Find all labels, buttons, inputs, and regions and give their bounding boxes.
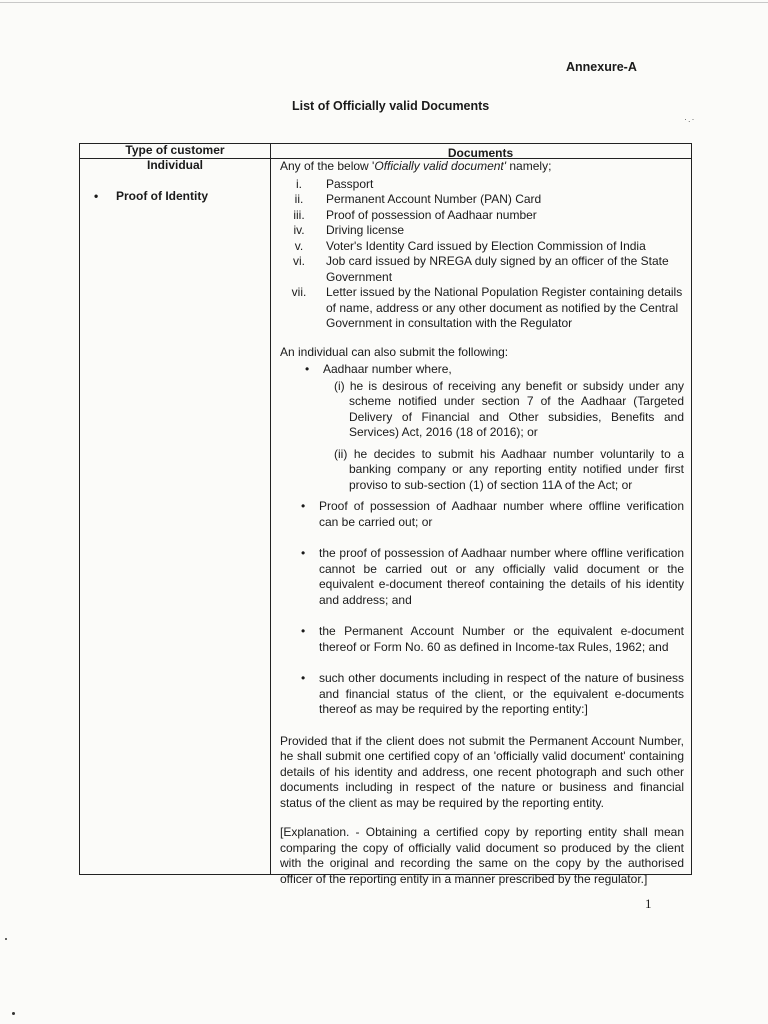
scan-mark <box>12 1012 15 1015</box>
ovd-item-text: Permanent Account Number (PAN) Card <box>326 192 542 206</box>
bullet-icon: • <box>301 546 306 560</box>
additional-document-item <box>280 546 684 608</box>
ovd-item <box>280 208 684 224</box>
bullet-icon: • <box>305 362 310 376</box>
page-title: List of Officially valid Documents <box>292 99 490 113</box>
ovd-item-number: vii. <box>291 285 307 299</box>
additional-document-item <box>280 624 684 655</box>
aadhaar-bullet-text: Aadhaar number where, <box>323 362 452 376</box>
additional-document-text: the Permanent Account Number or the equivalent e-document thereof or Form No. 60 as defined in Income-tax Rules, 1962; and <box>319 624 684 654</box>
ovd-list <box>280 177 684 332</box>
bullet-icon: • <box>94 189 99 203</box>
also-submit-intro: An individual can also submit the following: <box>280 344 509 359</box>
intro-emphasis: Officially valid document' <box>374 159 507 173</box>
ovd-item <box>280 285 684 332</box>
scan-top-edge <box>0 2 768 3</box>
ovd-item-number: i. <box>296 176 302 191</box>
ovd-item-text: Proof of possession of Aadhaar number <box>326 207 537 222</box>
ovd-item-number: iii. <box>293 207 305 222</box>
additional-documents-list <box>280 499 684 718</box>
additional-document-item <box>280 671 684 718</box>
ovd-item <box>280 192 684 208</box>
aadhaar-conditions <box>334 379 684 494</box>
column-divider <box>270 144 271 874</box>
additional-document-text: the proof of possession of Aadhaar number where offline verification cannot be carried out or any officially valid document or the equivalent e-document thereof containing the details of his identity and address; and <box>319 546 684 607</box>
ovd-intro <box>280 159 684 175</box>
additional-document-text: Proof of possession of Aadhaar number where offline verification can be carried out; or <box>319 499 684 529</box>
ovd-item-number: v. <box>294 238 304 253</box>
documents-table <box>79 143 692 886</box>
ovd-item-text: Letter issued by the National Population Register containing details of name, address or any other document as notified by the Central Government in consultation with the Regulator <box>326 285 683 330</box>
additional-document-text: such other documents including in respect of the nature of business and financial status of the client, or the equivalent e-documents thereof as may be required by the reporting entity:] <box>319 671 684 716</box>
ovd-item-text: Passport <box>326 176 374 191</box>
aadhaar-condition-2: (ii) he decides to submit his Aadhaar number voluntarily to a banking company or any reporting entity notified under first proviso to sub-section (1) of section 11A of the Act; or <box>334 446 684 492</box>
ovd-item-text: Job card issued by NREGA duly signed by an officer of the State Government <box>326 254 669 284</box>
page-number: 1 <box>645 896 652 911</box>
bullet-icon: • <box>301 499 306 513</box>
proof-of-identity-label <box>94 189 208 205</box>
explanation-paragraph: [Explanation. - Obtaining a certified copy by reporting entity shall mean comparing the copy of officially valid document so produced by the client with the original and recording the same on the copy by the authorised officer of the reporting entity in a manner prescribed by the regulator.] <box>280 825 684 886</box>
ovd-item-number: vi. <box>293 254 305 268</box>
proof-of-identity-text: Proof of Identity <box>116 189 208 203</box>
bullet-icon: • <box>301 624 306 638</box>
intro-before: Any of the below ' <box>280 159 375 173</box>
annexure-label: Annexure-A <box>566 60 637 74</box>
additional-document-item <box>280 499 684 530</box>
intro-after: namely; <box>506 159 552 173</box>
header-type-of-customer: Type of customer <box>125 143 225 157</box>
proviso-paragraph: Provided that if the client does not submit the Permanent Account Number, he shall submit one certified copy of an 'officially valid document' containing details of his identity and address, one recent photograph and such other documents including in respect of the nature or business and financial status of the client as may be required by the reporting entity. <box>280 733 684 810</box>
ovd-item <box>280 223 684 239</box>
ovd-item-text: Voter's Identity Card issued by Election Commission of India <box>326 238 646 253</box>
ovd-item-number: iv. <box>293 223 305 237</box>
ovd-item-text: Driving license <box>326 223 405 237</box>
customer-type-individual: Individual <box>146 158 203 172</box>
bullet-icon: • <box>301 671 306 685</box>
header-documents: Documents <box>447 146 514 160</box>
ovd-item <box>280 177 684 193</box>
scan-mark <box>5 938 7 940</box>
documents-cell <box>280 159 684 887</box>
scan-speck: ·.· <box>684 114 696 124</box>
ovd-item <box>280 239 684 255</box>
aadhaar-condition-1: (i) he is desirous of receiving any benefit or subsidy under any scheme notified under section 7 of the Aadhaar (Targeted Delivery of Financial and Other subsidies, Benefits and Services) Act, 2016 (18 of 2016); or <box>334 378 684 439</box>
ovd-item-number: ii. <box>294 192 304 206</box>
aadhaar-list <box>280 362 684 378</box>
aadhaar-bullet-item <box>280 362 684 378</box>
ovd-item <box>280 254 684 285</box>
